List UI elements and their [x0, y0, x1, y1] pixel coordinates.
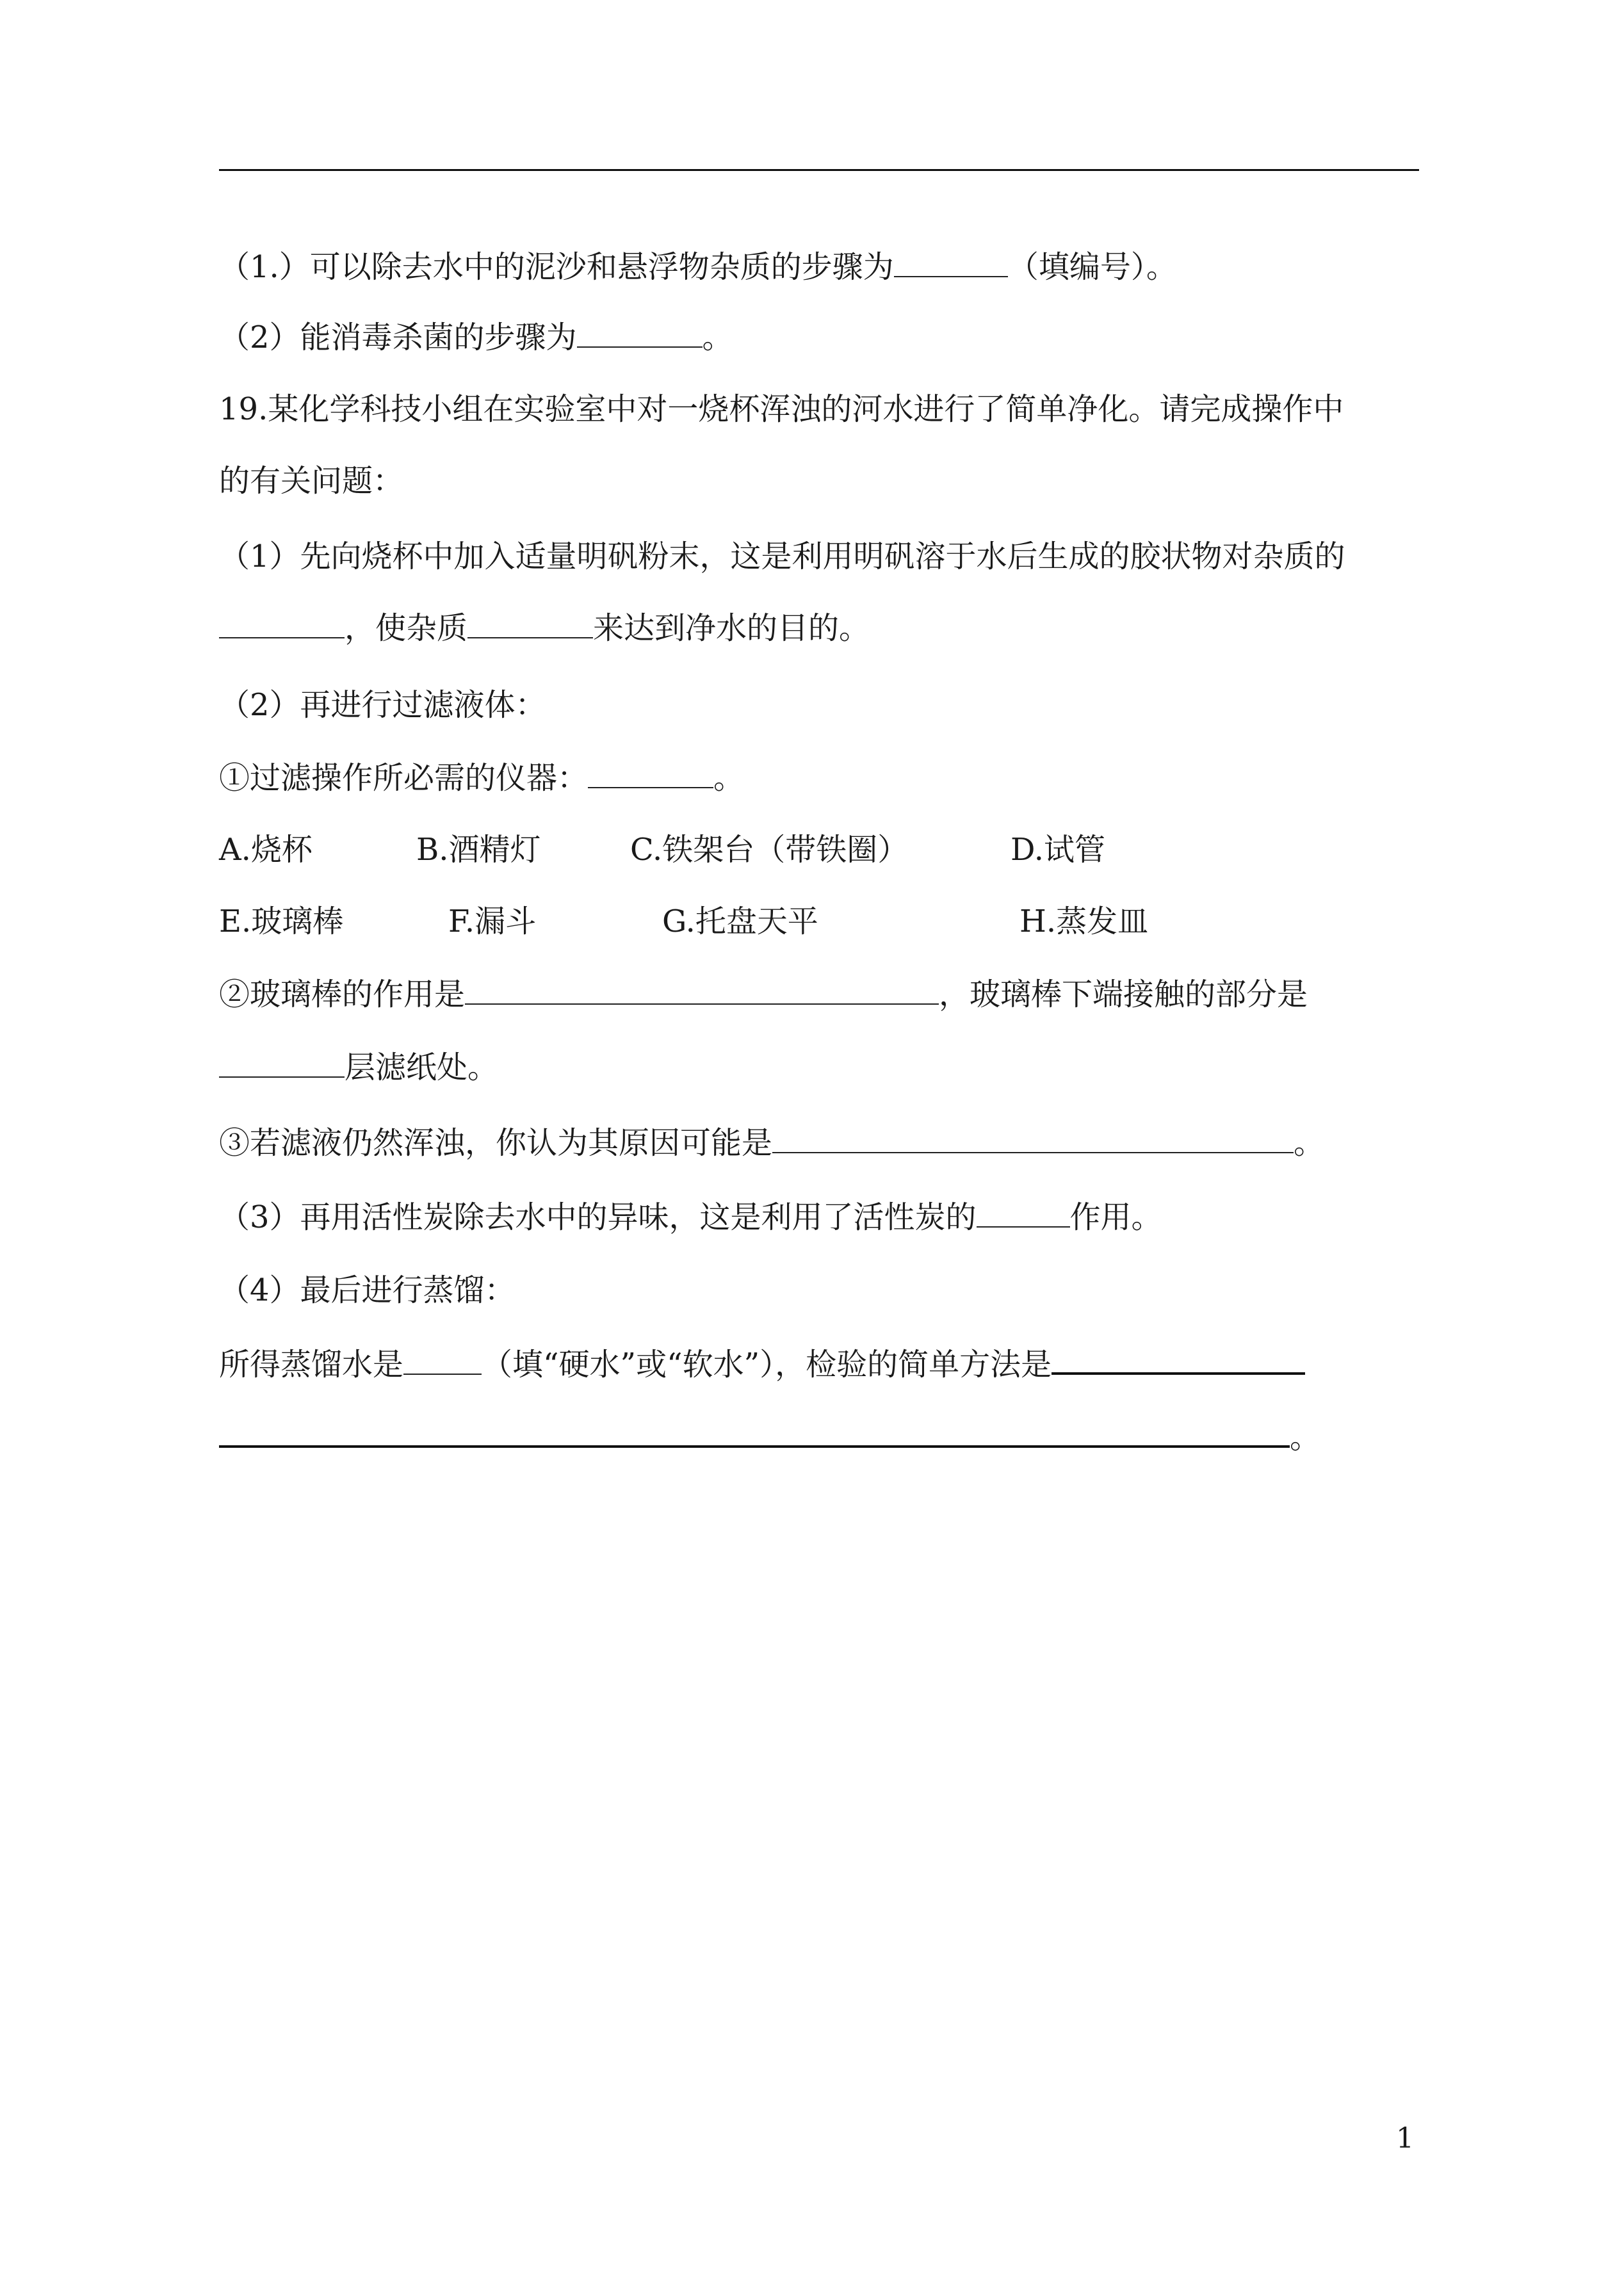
option-b: B.酒精灯	[416, 832, 541, 868]
water-type-blank[interactable]	[403, 1344, 482, 1375]
page-number: 1	[1396, 2122, 1414, 2155]
q2-text-b: 。	[702, 320, 733, 355]
step-2-item-1-text: ①过滤操作所必需的仪器：	[219, 760, 589, 796]
step-2-item-3-text: ③若滤液仍然浑浊，你认为其原因可能是	[219, 1125, 773, 1161]
step-1-text-a: ，使杂质	[345, 610, 468, 646]
instruments-answer-blank[interactable]	[588, 758, 713, 788]
q2-text-a: （2）能消毒杀菌的步骤为	[219, 320, 577, 355]
glass-rod-role-blank[interactable]	[465, 974, 939, 1005]
turbid-reason-blank[interactable]	[772, 1123, 1294, 1153]
option-f: F.漏斗	[448, 904, 537, 939]
step-4-text-b: （填“硬水”或“软水”），检验的简单方法是	[482, 1347, 1052, 1383]
step-2-item-2-text-b: ，玻璃棒下端接触的部分是	[939, 977, 1308, 1012]
step-1-line-2	[219, 606, 1423, 651]
option-c: C.铁架台（带铁圈）	[630, 832, 909, 868]
step-3-text-a: （3）再用活性炭除去水中的异味，这是利用了活性炭的	[219, 1199, 977, 1235]
option-g: G.托盘天平	[662, 904, 818, 939]
step-2-item-2-line-2	[219, 1045, 1423, 1090]
test-method-blank-2[interactable]	[219, 1416, 1290, 1448]
step-4-text-a: 所得蒸馏水是	[219, 1347, 404, 1383]
option-a: A.烧杯	[219, 832, 313, 868]
step-1-blank-a[interactable]	[219, 608, 345, 638]
q1-text-a: （1.）可以除去水中的泥沙和悬浮物杂质的步骤为	[219, 249, 894, 285]
step-1-text-b: 来达到净水的目的。	[593, 610, 870, 646]
activated-carbon-blank[interactable]	[977, 1197, 1070, 1228]
question-19-line-1: 19.某化学科技小组在实验室中对一烧杯浑浊的河水进行了简单净化。请完成操作中	[219, 391, 1344, 427]
step-3-text-b: 作用。	[1069, 1199, 1162, 1235]
q1-answer-blank[interactable]	[894, 247, 1008, 277]
step-2-item-2-text-a: ②玻璃棒的作用是	[219, 977, 466, 1012]
test-method-blank-1[interactable]	[1052, 1343, 1305, 1375]
header-rule	[219, 169, 1419, 171]
step-2-item-2-text-c: 层滤纸处。	[345, 1050, 499, 1085]
step-1-blank-b[interactable]	[467, 608, 593, 638]
q1-text-b: （填编号）。	[1007, 249, 1177, 285]
step-1-line-1: （1）先向烧杯中加入适量明矾粉末，这是利用明矾溶于水后生成的胶状物对杂质的	[219, 539, 1345, 574]
q2-answer-blank[interactable]	[577, 317, 702, 348]
step-2-item-3-end: 。	[1294, 1125, 1325, 1161]
step-2-item-2-line-1	[219, 972, 1423, 1017]
question-19-line-2: 的有关问题：	[219, 463, 404, 499]
step-4-title: （4）最后进行蒸馏：	[219, 1272, 516, 1308]
option-e: E.玻璃棒	[219, 904, 344, 939]
step-4-end: 。	[1290, 1420, 1321, 1456]
option-h: H.蒸发皿	[1019, 904, 1149, 939]
step-2-title: （2）再进行过滤液体：	[219, 687, 546, 723]
step-4-line-1	[219, 1342, 1423, 1387]
step-4-line-2	[219, 1415, 1423, 1460]
step-2-item-3	[219, 1121, 1423, 1165]
step-2-item-1	[219, 756, 1423, 800]
option-d: D.试管	[1011, 832, 1106, 868]
question-2-line	[219, 315, 1423, 360]
question-1-line	[219, 245, 1423, 289]
step-3-line	[219, 1195, 1423, 1240]
step-2-item-1-end: 。	[713, 760, 745, 796]
filter-layer-blank[interactable]	[219, 1047, 345, 1078]
